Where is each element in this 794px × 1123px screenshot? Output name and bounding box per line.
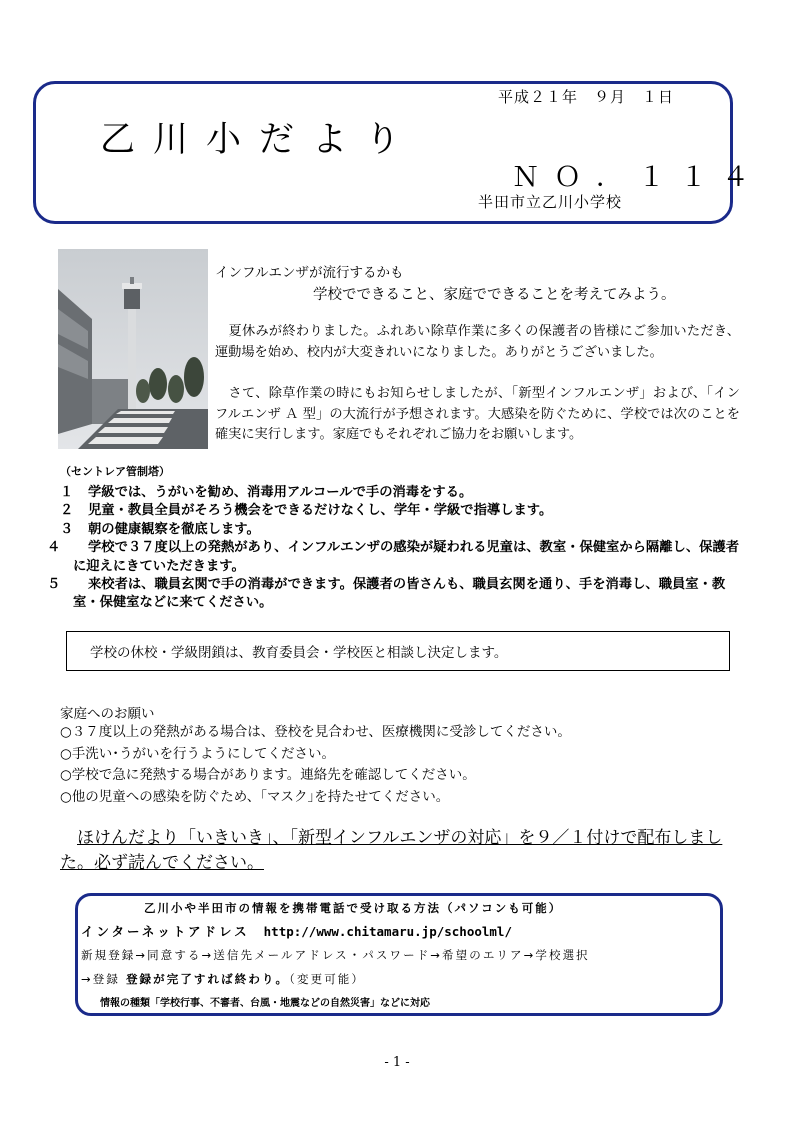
closure-notice-text: 学校の休校・学級閉鎖は、教育委員会・学校医と相談し決定します。 [90,645,508,661]
request-item: ○他の児童への感染を防ぐため、｢マスク｣を持たせてください。 [60,788,450,805]
control-tower-image [58,249,208,449]
registration-steps-line-1: 新規登録→同意する→送信先メールアドレス・パスワード→希望のエリア→学校選択 [81,948,590,962]
mobile-info-url-line [81,922,512,940]
request-item: ○３７度以上の発熱がある場合は、登校を見合わせ、医療機関に受診してください。 [60,724,571,740]
health-notice-text: ほけんだより「いきいき」、「新型インフルエンザの対応」を９／１付けで配布しました。必ず読んでください。 [60,828,723,873]
control-tower-photo [58,249,208,449]
request-item: ○学校で急に発熱する場合があります。連絡先を確認してください。 [60,767,476,783]
registration-done-text: 登録が完了すれば終わり。 [125,972,290,986]
intro-paragraph-2: さて、除草作業の時にもお知らせしましたが、「新型インフルエンザ」および、「インフルエンザ Ａ 型」の大流行が予想されます。大感染を防ぐために、学校では次のことを確実に実行します。家庭でもそれぞれご協力をお願いします。 [215,386,740,443]
measure-item: ３ 朝の健康観察を徹底します。 [60,521,260,537]
photo-caption: （セントレア管制塔） [60,465,170,478]
school-measures-list [47,484,742,613]
request-item: ○手洗い･うがいを行うようにしてください。 [60,745,336,762]
health-newsletter-notice [60,826,740,875]
mobile-info-title: 乙川小や半田市の情報を携帯電話で受け取る方法（パソコンも可能） [144,901,563,915]
info-types-text: 情報の種類「学校行事、不審者、台風・地震などの自然災害」などに対応 [100,998,430,1009]
registration-url[interactable]: http://www.chitamaru.jp/schoolml/ [263,924,512,939]
registration-steps-line-2: →登録 登録が完了すれば終わり。（変更可能） [81,972,365,986]
home-requests-title: 家庭へのお願い [60,706,155,722]
home-requests-list [60,722,571,808]
measure-item: ４ 学校で３７度以上の発熱があり、インフルエンザの感染が疑われる児童は、教室・保健室から隔離し、保護者に迎えにきていただきます。 [47,540,740,574]
school-name: 半田市立乙川小学校 [478,193,623,211]
measure-item: ５ 来校者は、職員玄関で手の消毒ができます。保護者の皆さんも、職員玄関を通り、手を消毒し、職員室・教室・保健室などに来てください。 [47,577,726,611]
issue-date: 平成２１年 ９月 １日 [498,88,675,106]
issue-number: ＮＯ．１１４ [512,162,764,193]
newsletter-title: 乙川小だより [100,120,419,160]
lead-line-1: インフルエンザが流行するかも [215,265,404,281]
url-label: インターネットアドレス [81,924,250,939]
measure-item: ２ 児童・教員全員がそろう機会をできるだけなくし、学年・学級で指導します。 [60,503,553,519]
intro-paragraph-1: 夏休みが終わりました。ふれあい除草作業に多くの保護者の皆様にご参加いただき、運動場を始め、校内が大変きれいになりました。ありがとうございました。 [215,324,740,360]
page-number: - 1 - [384,1055,410,1070]
lead-line-2: 学校でできること、家庭でできることを考えてみよう。 [313,287,676,303]
measure-item: １ 学級では、うがいを勧め、消毒用アルコールで手の消毒をする。 [60,485,473,500]
